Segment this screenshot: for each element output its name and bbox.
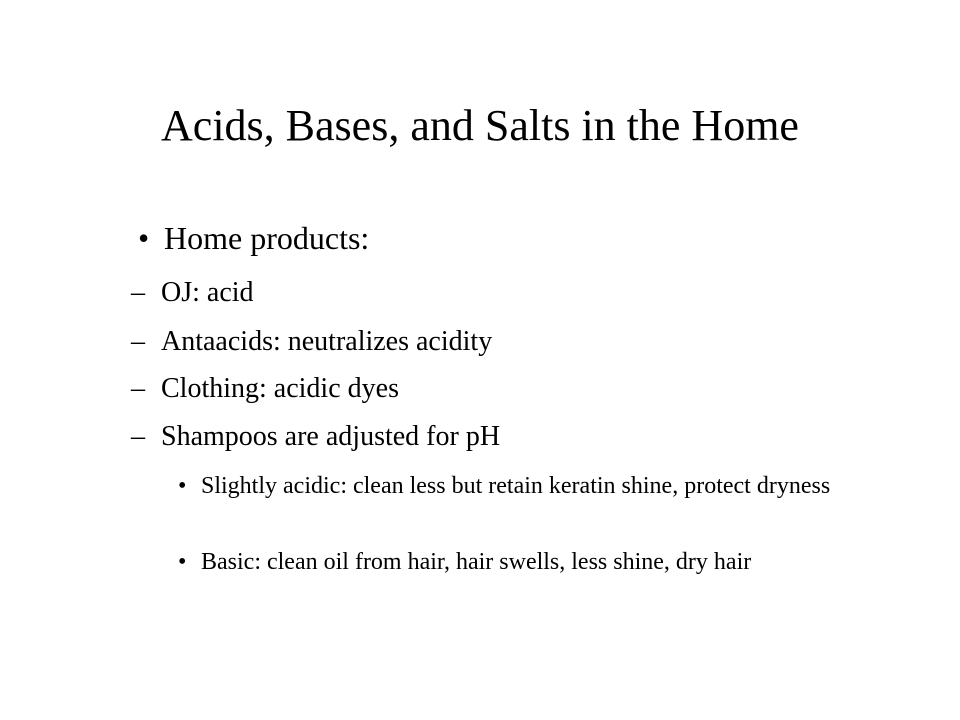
subsubitem-text: Basic: clean oil from hair, hair swells, less shine, dry hair [201,549,752,575]
subitem-antaacids [131,325,493,359]
subitem-text: OJ: acid [161,277,254,308]
bullet-marker: • [178,549,187,575]
bullet-text: Home products: [164,220,370,256]
slide-title: Acids, Bases, and Salts in the Home [161,101,799,150]
subitem-text: Antaacids: neutralizes acidity [161,326,493,357]
subitem-shampoos [131,420,501,454]
dash-marker: – [131,326,145,357]
bullet-marker: • [178,473,187,499]
subitem-text: Clothing: acidic dyes [161,373,399,404]
subsubitem-slightly-acidic [178,472,901,500]
dash-marker: – [131,277,145,308]
subitem-oj [131,276,254,310]
subitem-text: Shampoos are adjusted for pH [161,421,501,452]
bullet-home-products [138,218,370,258]
subsubitem-basic [178,548,901,576]
dash-marker: – [131,373,145,404]
dash-marker: – [131,421,145,452]
subsubitem-text: Slightly acidic: clean less but retain keratin shine, protect dryness [201,473,831,499]
subitem-clothing [131,372,399,406]
bullet-marker: • [138,220,150,256]
